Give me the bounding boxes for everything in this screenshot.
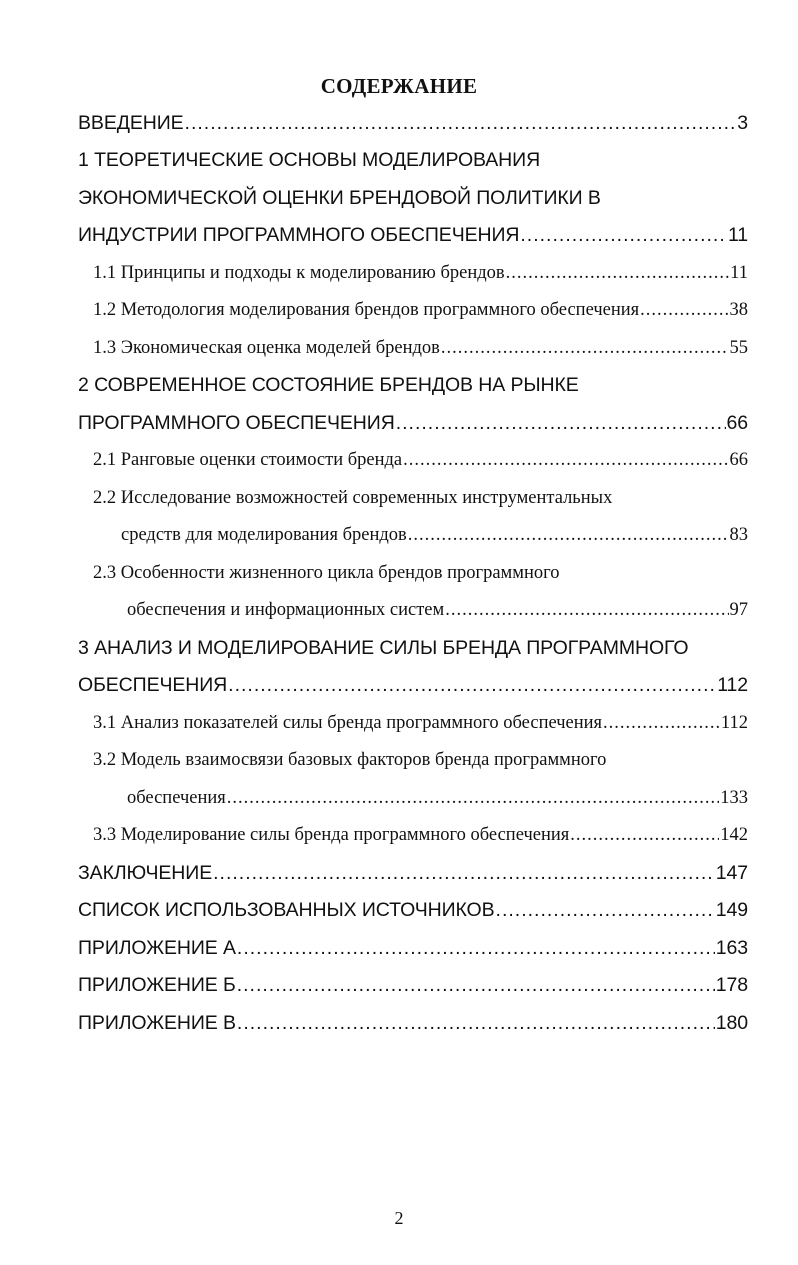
toc-entry-page: 38 [729,300,748,320]
toc-entry [78,414,748,434]
toc-entry-text: 2.3 Особенности жизненного цикла брендов программного [93,563,560,583]
toc-entry [78,114,748,134]
toc-entry-page: 142 [720,825,748,845]
toc-entry-page: 149 [715,899,748,921]
toc-entry-page: 112 [720,713,748,733]
toc-entry-text: обеспечения и информационных систем [127,600,445,620]
toc-entry-text: 1.1 Принципы и подходы к моделированию брендов [93,263,505,283]
toc-entry [127,789,748,808]
toc-entry-text: ИНДУСТРИИ ПРОГРАММНОГО ОБЕСПЕЧЕНИЯ [78,224,520,246]
toc-leader [213,864,715,884]
toc-leader [445,601,728,620]
toc-title: СОДЕРЖАНИЕ [320,74,478,98]
toc-entry [78,1014,748,1034]
toc-leader [640,301,728,320]
toc-entry-page: 66 [729,450,748,470]
toc-entry-text: 2.2 Исследование возможностей современных инструментальных [93,488,613,508]
toc-entry [93,826,748,845]
toc-entry-text: 1.3 Экономическая оценка моделей брендов [93,338,440,358]
toc-entry-text: обеспечения [127,788,226,808]
toc-entry-text: ЗАКЛЮЧЕНИЕ [78,862,213,884]
toc-entry [127,601,748,620]
toc-entry-text: ПРОГРАММНОГО ОБЕСПЕЧЕНИЯ [78,412,395,434]
toc-entry-text: 3.2 Модель взаимосвязи базовых факторов бренда программного [93,750,607,770]
toc-leader [185,114,737,134]
toc-entry-text: ПРИЛОЖЕНИЕ А [78,937,236,959]
toc-entry [93,564,748,583]
toc-entry-text: 3 АНАЛИЗ И МОДЕЛИРОВАНИЕ СИЛЫ БРЕНДА ПРОГРАММНОГО [78,637,689,659]
toc-entry-text: 3.3 Моделирование силы бренда программного обеспечения [93,825,570,845]
toc-entry-page: 55 [729,338,748,358]
toc-entry-page: 133 [720,788,748,808]
toc-entry [93,751,748,770]
toc-leader [237,1014,715,1034]
toc-entry-text: СПИСОК ИСПОЛЬЗОВАННЫХ ИСТОЧНИКОВ [78,899,495,921]
toc-leader [570,826,719,845]
toc-entry [78,151,748,171]
toc-entry-text: 3.1 Анализ показателей силы бренда программного обеспечения [93,713,603,733]
toc-entry-page: 11 [730,263,748,283]
toc-leader [237,939,715,959]
toc-entry-text: 1 ТЕОРЕТИЧЕСКИЕ ОСНОВЫ МОДЕЛИРОВАНИЯ [78,149,541,171]
toc-entry-text: ПРИЛОЖЕНИЕ Б [78,974,236,996]
toc-entry-page: 147 [715,862,748,884]
toc-entry [78,189,748,209]
toc-entry [78,639,748,659]
toc-entry-page: 83 [729,525,748,545]
toc-leader [506,264,730,283]
toc-entry [78,939,748,959]
toc-entry-text: 2 СОВРЕМЕННОЕ СОСТОЯНИЕ БРЕНДОВ НА РЫНКЕ [78,374,579,396]
toc-entry [78,976,748,996]
toc-entry [93,339,748,358]
toc-leader [496,901,715,921]
toc-entry-text: ПРИЛОЖЕНИЕ В [78,1012,236,1034]
toc-entry-text: ОБЕСПЕЧЕНИЯ [78,674,228,696]
toc-entry-page: 66 [726,412,748,434]
toc-entry-page: 180 [715,1012,748,1034]
toc-entry-page: 97 [729,600,748,620]
toc-entry [78,901,748,921]
toc-leader [603,714,720,733]
toc-entry-page: 11 [727,224,748,246]
toc-leader [227,789,719,808]
toc-entry [78,226,748,246]
toc-entry [93,451,748,470]
toc-entry [78,376,748,396]
toc-leader [408,526,729,545]
toc-entry-page: 163 [715,937,748,959]
toc-entry-page: 112 [717,674,748,696]
toc-entry-text: 2.1 Ранговые оценки стоимости бренда [93,450,403,470]
toc-leader [396,414,726,434]
toc-entry [78,676,748,696]
toc-entry [93,714,748,733]
toc-entry [121,526,748,545]
page-number: 2 [394,1208,404,1228]
toc-entry-text: 1.2 Методология моделирования брендов программного обеспечения [93,300,640,320]
toc-entry-text: ВВЕДЕНИЕ [78,112,184,134]
toc-entry [78,864,748,884]
toc-entry-text: средств для моделирования брендов [121,525,407,545]
toc-entry-text: ЭКОНОМИЧЕСКОЙ ОЦЕНКИ БРЕНДОВОЙ ПОЛИТИКИ В [78,187,601,209]
toc-leader [237,976,715,996]
toc-leader [228,676,716,696]
toc-entry [93,264,748,283]
toc-leader [441,339,729,358]
toc-entry-page: 178 [715,974,748,996]
toc-leader [403,451,728,470]
toc-entry [93,489,748,508]
toc-leader [520,226,727,246]
toc-entry [93,301,748,320]
toc-entry-page: 3 [737,112,748,134]
